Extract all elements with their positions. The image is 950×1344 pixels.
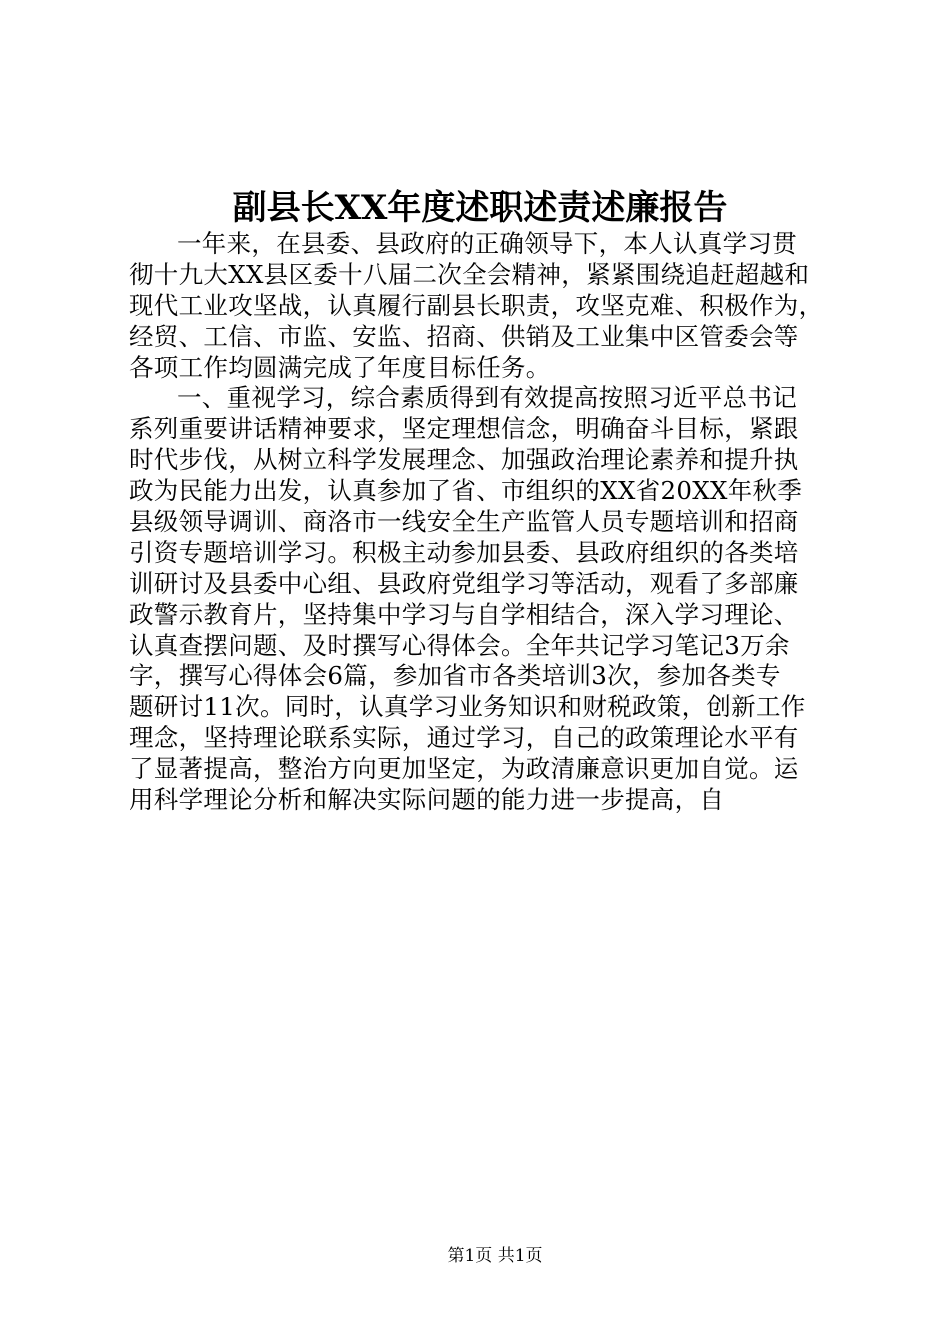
paragraph-line: 彻十九大XX县区委十八届二次全会精神，紧紧围绕追赶超越和 — [129, 259, 810, 289]
paragraph-line: 一年来，在县委、县政府的正确领导下，本人认真学习贯 — [177, 229, 797, 258]
paragraph-line: 了显著提高，整治方向更加坚定，为政清廉意识更加自觉。运 — [129, 754, 799, 784]
paragraph-line: 各项工作均圆满完成了年度目标任务。 — [129, 352, 551, 382]
paragraph-line: 县级领导调训、商洛市一线安全生产监管人员专题培训和招商 — [129, 507, 799, 537]
paragraph-line: 时代步伐，从树立科学发展理念、加强政治理论素养和提升执 — [129, 445, 799, 475]
document-body — [129, 229, 849, 816]
paragraph-line: 用科学理论分析和解决实际问题的能力进一步提高，自 — [129, 785, 725, 815]
paragraph-line: 系列重要讲话精神要求，坚定理想信念，明确奋斗目标，紧跟 — [129, 414, 799, 444]
paragraph-line: 理念，坚持理论联系实际，通过学习，自己的政策理论水平有 — [129, 723, 799, 753]
document-title: 副县长XX年度述职述责述廉报告 — [232, 188, 728, 228]
page-footer: 第1页 共1页 — [447, 1246, 543, 1266]
paragraph-line: 政警示教育片，坚持集中学习与自学相结合，深入学习理论、 — [129, 599, 799, 629]
paragraph-line: 引资专题培训学习。积极主动参加县委、县政府组织的各类培 — [129, 537, 799, 567]
paragraph-line: 现代工业攻坚战，认真履行副县长职责，攻坚克难、积极作为， — [129, 290, 824, 320]
paragraph-line: 训研讨及县委中心组、县政府党组学习等活动，观看了多部廉 — [129, 568, 799, 598]
paragraph-line: 政为民能力出发，认真参加了省、市组织的XX省20XX年秋季 — [129, 476, 803, 506]
paragraph-line: 经贸、工信、市监、安监、招商、供销及工业集中区管委会等 — [129, 321, 799, 351]
paragraph-line: 字，撰写心得体会6篇，参加省市各类培训3次，参加各类专 — [129, 661, 781, 691]
paragraph-line: 认真查摆问题、及时撰写心得体会。全年共记学习笔记3万余 — [129, 630, 790, 660]
paragraph-line: 题研讨11次。同时，认真学习业务知识和财税政策，创新工作 — [129, 692, 806, 722]
paragraph-line: 一、重视学习，综合素质得到有效提高按照习近平总书记 — [177, 383, 797, 413]
